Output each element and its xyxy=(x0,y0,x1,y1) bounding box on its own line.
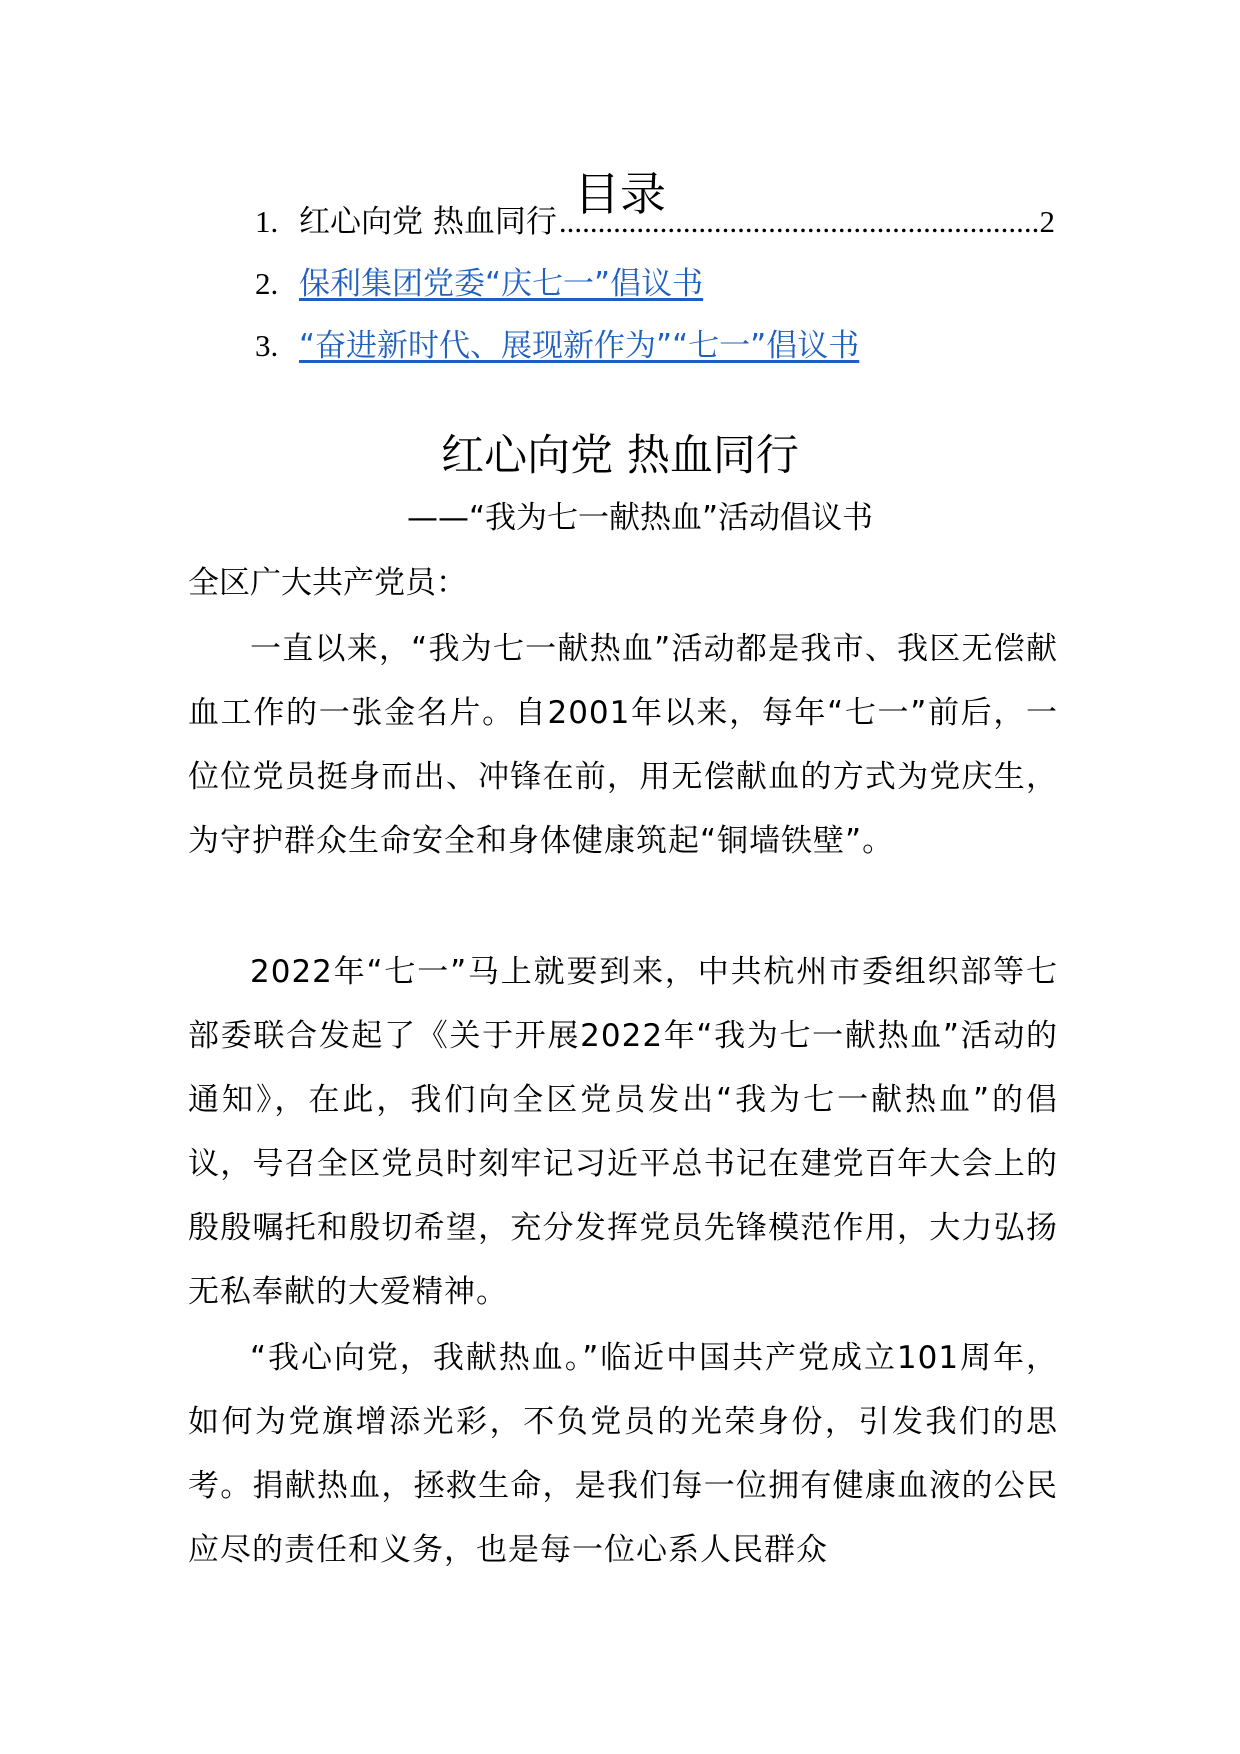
toc-item-number: 2. xyxy=(255,266,279,301)
toc-link-label[interactable]: “奋进新时代、展现新作为”“七一”倡议书 xyxy=(299,328,860,364)
toc-link-label[interactable]: 保利集团党委“庆七一”倡议书 xyxy=(299,266,704,302)
toc-item-3[interactable] xyxy=(255,324,1055,368)
toc-item-number: 1. xyxy=(255,204,279,239)
body-paragraph-3: “我心向党，我献热血。”临近中国共产党成立101周年，如何为党旗增添光彩，不负党员的光荣身份，引发我们的思考。捐献热血，拯救生命，是我们每一位拥有健康血液的公民应尽的责任和义务，也是每一位心系人民群众 xyxy=(188,1340,1058,1568)
body-paragraph-1: 一直以来，“我为七一献热血”活动都是我市、我区无偿献血工作的一张金名片。自2001年以来，每年“七一”前后，一位位党员挺身而出、冲锋在前，用无偿献血的方式为党庆生，为守护群众生命安全和身体健康筑起“铜墙铁壁”。 xyxy=(188,631,1058,859)
toc-item-1[interactable] xyxy=(255,200,1055,244)
document-subtitle: ——“我为七一献热血”活动倡议书 xyxy=(406,500,874,536)
toc-item-label[interactable]: 红心向党 热血同行 xyxy=(299,204,557,240)
toc-item-2[interactable] xyxy=(255,262,1055,306)
salutation: 全区广大共产党员： xyxy=(188,565,467,601)
toc-leader-dots xyxy=(559,200,1038,244)
toc-item-number: 3. xyxy=(255,328,279,363)
document-title: 红心向党 热血同行 xyxy=(441,431,799,481)
body-paragraph-2: 2022年“七一”马上就要到来，中共杭州市委组织部等七部委联合发起了《关于开展2022年“我为七一献热血”活动的通知》，在此，我们向全区党员发出“我为七一献热血”的倡议，号召全区党员时刻牢记习近平总书记在建党百年大会上的殷殷嘱托和殷切希望，充分发挥党员先锋模范作用，大力弘扬无私奉献的大爱精神。 xyxy=(188,954,1058,1310)
toc-page-number: 2 xyxy=(1039,204,1055,239)
toc-title: 目录 xyxy=(574,167,666,221)
